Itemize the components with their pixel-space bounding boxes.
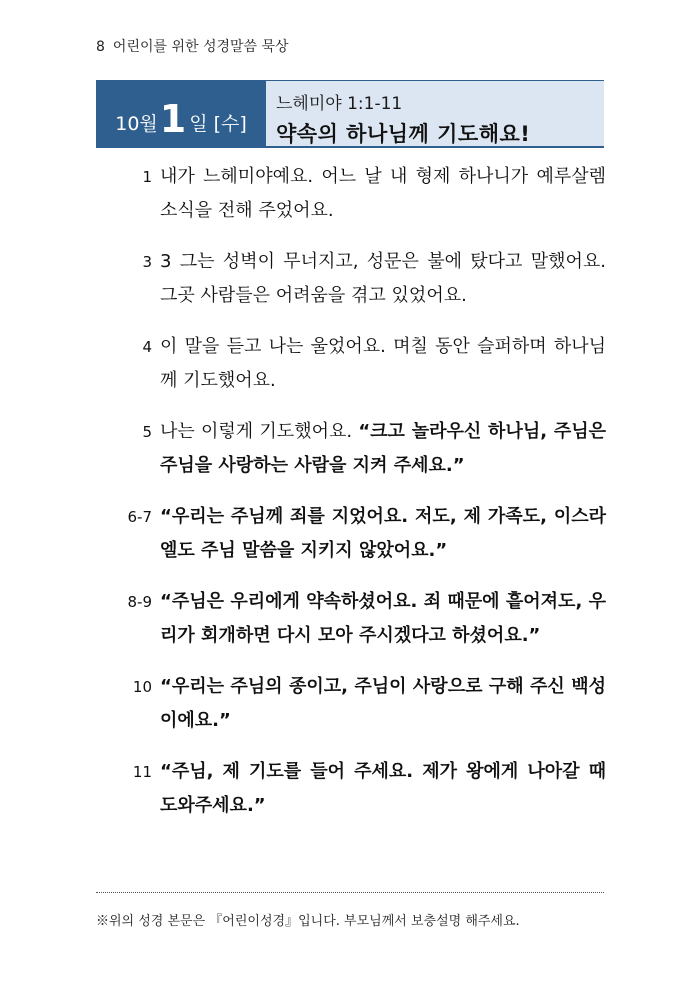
verse-narration: 3 그는 성벽이 무너지고, 성문은 불에 탔다고 말했어요. 그곳 사람들은 어려움을 겪고 있었어요. — [160, 251, 606, 306]
scripture-reference: 느헤미야 1:1-11 — [276, 94, 403, 114]
verse — [120, 670, 606, 738]
verse-quote: “크고 놀라우신 하나님, 주님은 주님을 사랑하는 사람을 지켜 주세요.” — [160, 421, 606, 476]
verse-number: 3 — [142, 253, 152, 271]
verse-list — [120, 160, 606, 840]
verse-number: 10 — [132, 678, 152, 696]
verse-text — [160, 160, 606, 228]
verse — [120, 415, 606, 483]
footer-note: ※위의 성경 본문은 『어린이성경』입니다. 부모님께서 보충설명 해주세요. — [96, 914, 520, 929]
verse — [120, 330, 606, 398]
verse — [120, 755, 606, 823]
date-weekday: [수] — [213, 113, 247, 135]
verse-text — [160, 500, 606, 568]
running-head — [96, 36, 289, 56]
verse-text — [160, 330, 606, 398]
date-box — [96, 80, 266, 148]
title-box — [266, 80, 604, 148]
verse-number: 6-7 — [127, 508, 152, 526]
verse-text — [160, 245, 606, 313]
verse-number: 5 — [142, 423, 152, 441]
verse-number: 11 — [132, 763, 152, 781]
verse-text — [160, 415, 606, 483]
verse-text — [160, 670, 606, 738]
date-day-suffix: 일 — [189, 113, 208, 135]
page-number: 8 — [96, 39, 105, 55]
verse — [120, 500, 606, 568]
verse-narration: 이 말을 듣고 나는 울었어요. 며칠 동안 슬퍼하며 하나님께 기도했어요. — [160, 336, 606, 391]
verse-text — [160, 755, 606, 823]
verse-quote: “우리는 주님께 죄를 지었어요. 저도, 제 가족도, 이스라엘도 주님 말씀을 지키지 않았어요.” — [160, 506, 606, 561]
footer-divider — [96, 892, 604, 893]
date-day: 1 — [159, 97, 187, 141]
verse-narration: 나는 이렇게 기도했어요. — [160, 421, 359, 442]
date-month: 10월 — [115, 113, 158, 135]
book-title: 어린이를 위한 성경말씀 묵상 — [112, 39, 289, 55]
verse-quote: “주님은 우리에게 약속하셨어요. 죄 때문에 흩어져도, 우리가 회개하면 다시 모아 주시겠다고 하셨어요.” — [160, 591, 606, 646]
devotion-header — [96, 80, 604, 148]
verse-quote: “주님, 제 기도를 들어 주세요. 제가 왕에게 나아갈 때 도와주세요.” — [160, 761, 606, 816]
verse-text — [160, 585, 606, 653]
verse-number: 8-9 — [127, 593, 152, 611]
devotion-title: 약속의 하나님께 기도해요! — [276, 122, 531, 146]
verse — [120, 585, 606, 653]
verse-number: 1 — [142, 168, 152, 186]
verse-narration: 내가 느헤미야예요. 어느 날 내 형제 하나니가 예루살렘 소식을 전해 주었어요. — [160, 166, 606, 221]
verse — [120, 160, 606, 228]
verse-number: 4 — [142, 338, 152, 356]
verse — [120, 245, 606, 313]
verse-quote: “우리는 주님의 종이고, 주님이 사랑으로 구해 주신 백성이에요.” — [160, 676, 606, 731]
